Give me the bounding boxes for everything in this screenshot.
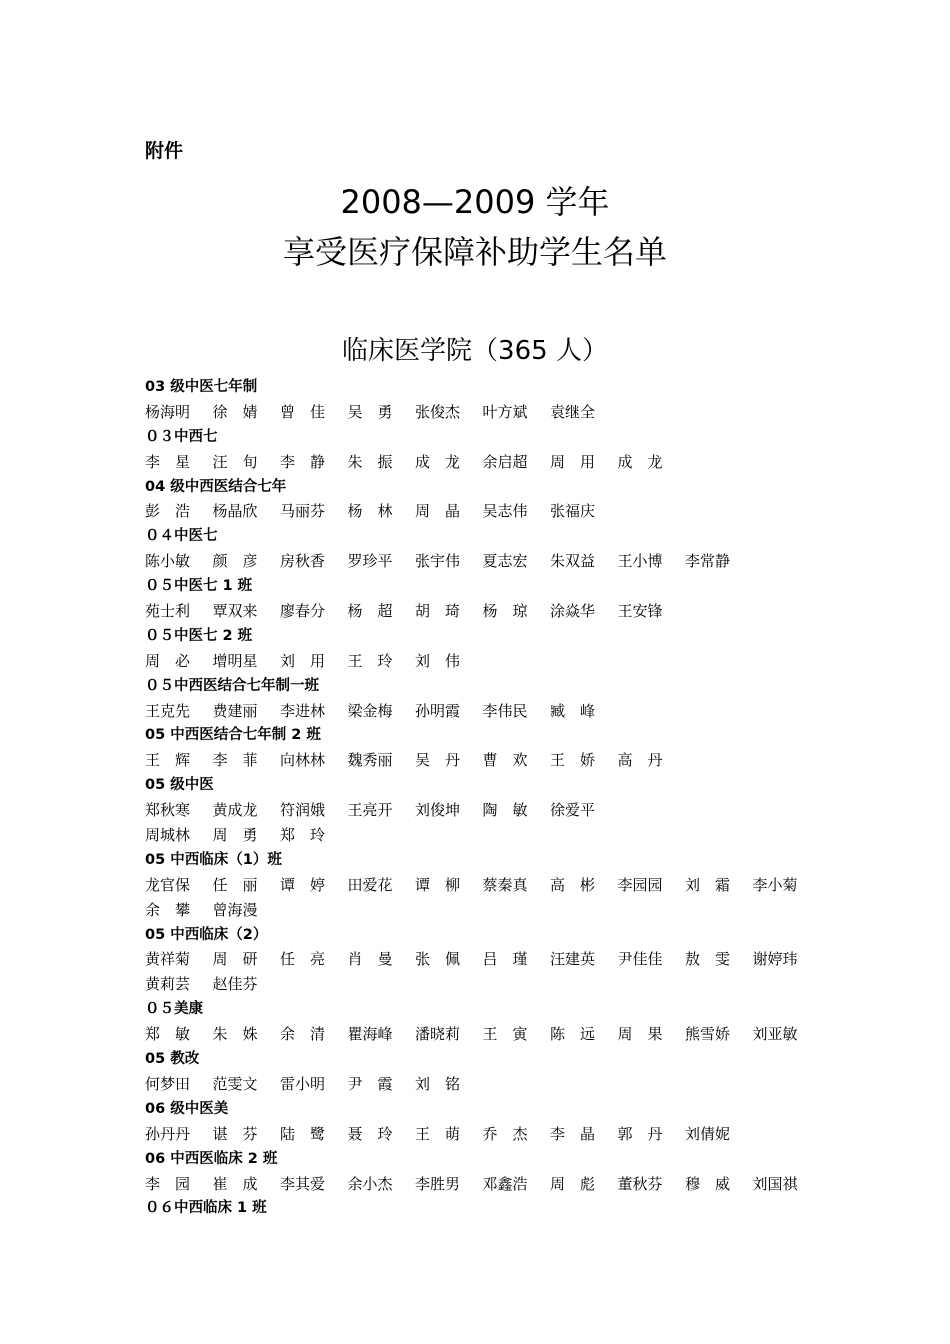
student-name: 尹佳佳 [617,950,663,969]
student-name: 覃双来 [212,602,258,621]
class-heading: 03 级中医七年制 [145,379,258,395]
student-name: 李 晶 [550,1124,596,1143]
student-name: 汪 旬 [212,452,258,471]
student-names-row [145,1172,825,1197]
student-name: 李其爱 [280,1174,326,1193]
student-name: 谭 柳 [415,875,461,894]
student-names-row [145,1072,825,1097]
class-heading: 05 中西临床（2） [145,926,268,943]
student-name: 李 静 [280,452,326,471]
student-name: 谢婷玮 [752,950,798,969]
student-name: 黄成龙 [212,801,258,820]
student-name: 胡 琦 [415,602,461,621]
student-names-row [145,1022,825,1047]
student-name: 马丽芬 [280,502,326,521]
student-name: 刘倩妮 [685,1124,731,1143]
student-name: 周城林 [145,826,191,845]
student-name: 周 必 [145,651,191,670]
student-names-row [145,972,825,997]
student-names-row [145,599,825,624]
student-name: 谌 芬 [212,1124,258,1143]
student-name: 房秋香 [280,552,326,571]
student-name: 张宇伟 [415,552,461,571]
student-name: 曾海漫 [212,900,258,919]
student-name: 王 萌 [415,1124,461,1143]
student-name: 陈小敏 [145,552,191,571]
student-name: 郑秋寒 [145,801,191,820]
class-heading: 06 级中医美 [145,1100,229,1117]
student-names-row [145,898,825,923]
student-name: 杨 琼 [482,602,528,621]
student-name: 吴 勇 [347,402,393,421]
student-name: 肖 曼 [347,950,393,969]
student-name: 李园园 [617,875,663,894]
student-name: 张福庆 [550,502,596,521]
student-name: 周 勇 [212,826,258,845]
student-name: 刘国祺 [752,1174,798,1193]
student-name: 蔡秦真 [482,875,528,894]
student-names-row [145,798,825,823]
student-name: 颜 彦 [212,552,258,571]
student-name: 梁金梅 [347,701,393,720]
student-name: 张 佩 [415,950,461,969]
student-names-row [145,450,825,475]
student-name: 周 彪 [550,1174,596,1193]
class-heading: ０６中西临床 1 班 [145,1200,267,1217]
student-name: 雷小明 [280,1074,326,1093]
class-heading: ０５中医七 1 班 [145,578,253,595]
student-name: 罗珍平 [347,552,393,571]
student-name: 黄莉芸 [145,975,191,994]
student-name: 廖春分 [280,602,326,621]
student-name: 孙丹丹 [145,1124,191,1143]
student-name: 高 丹 [617,751,663,770]
student-name: 王安锋 [617,602,663,621]
student-name: 臧 峰 [550,701,596,720]
student-name: 徐爱平 [550,801,596,820]
student-name: 曹 欢 [482,751,528,770]
student-name: 刘亚敏 [752,1025,798,1044]
class-heading: 05 中西医结合七年制 2 班 [145,727,321,744]
student-name: 聂 玲 [347,1124,393,1143]
student-names-row [145,400,825,425]
document-title: 享受医疗保障补助学生名单 [282,233,667,271]
college-heading: 临床医学院（365 人） [342,336,608,366]
student-name: 龙官保 [145,875,191,894]
student-name: 郑 敏 [145,1025,191,1044]
student-name: 李 园 [145,1174,191,1193]
student-name: 曾 佳 [280,402,326,421]
student-name: 李常静 [685,552,731,571]
student-name: 吕 瑾 [482,950,528,969]
student-name: 黄祥菊 [145,950,191,969]
student-name: 郭 丹 [617,1124,663,1143]
class-heading: ０３中西七 [145,428,218,445]
class-heading: 05 级中医 [145,777,214,794]
student-name: 周 研 [212,950,258,969]
student-names-row [145,748,825,773]
student-name: 范雯文 [212,1074,258,1093]
student-name: 郑 玲 [280,826,326,845]
student-name: 余启超 [482,452,528,471]
student-name: 王小博 [617,552,663,571]
student-name: 朱双益 [550,552,596,571]
student-name: 刘 铭 [415,1074,461,1093]
student-name: 杨 林 [347,502,393,521]
student-names-row [145,947,825,972]
student-name: 赵佳芬 [212,975,258,994]
student-name: 王 寅 [482,1025,528,1044]
student-name: 任 亮 [280,950,326,969]
student-name: 周 果 [617,1025,663,1044]
student-name: 李小菊 [752,875,798,894]
student-name: 孙明霞 [415,701,461,720]
student-name: 张俊杰 [415,402,461,421]
student-name: 朱 振 [347,452,393,471]
class-heading: 05 中西临床（1）班 [145,851,282,868]
student-name: 增明星 [212,651,258,670]
student-name: 周 用 [550,452,596,471]
student-name: 李伟民 [482,701,528,720]
class-heading: ０５美康 [145,1001,203,1018]
student-name: 王 玲 [347,651,393,670]
student-name: 余小杰 [347,1174,393,1193]
student-name: 刘俊坤 [415,801,461,820]
student-names-row [145,1122,825,1147]
class-heading: 04 级中西医结合七年 [145,478,287,495]
attachment-label: 附件 [145,140,184,162]
student-list [145,375,825,1221]
student-name: 敖 雯 [685,950,731,969]
student-name: 刘 伟 [415,651,461,670]
student-name: 潘晓莉 [415,1025,461,1044]
student-name: 王亮开 [347,801,393,820]
student-name: 余 攀 [145,900,191,919]
student-name: 陆 鹭 [280,1124,326,1143]
student-name: 董秋芬 [617,1174,663,1193]
class-heading: ０５中医七 2 班 [145,627,253,644]
student-name: 彭 浩 [145,502,191,521]
class-heading: ０４中医七 [145,528,218,545]
student-name: 瞿海峰 [347,1025,393,1044]
student-name: 吴志伟 [482,502,528,521]
student-name: 叶方斌 [482,402,528,421]
student-name: 刘 霜 [685,875,731,894]
student-name: 乔 杰 [482,1124,528,1143]
student-name: 杨海明 [145,402,191,421]
student-names-row [145,499,825,524]
student-name: 李进林 [280,701,326,720]
student-name: 刘 用 [280,651,326,670]
student-name: 邓鑫浩 [482,1174,528,1193]
student-name: 高 彬 [550,875,596,894]
student-name: 吴 丹 [415,751,461,770]
student-name: 朱 姝 [212,1025,258,1044]
student-names-row [145,823,825,848]
student-name: 徐 婧 [212,402,258,421]
student-name: 熊雪娇 [685,1025,731,1044]
student-name: 何梦田 [145,1074,191,1093]
student-name: 费建丽 [212,701,258,720]
student-name: 成 龙 [617,452,663,471]
student-name: 魏秀丽 [347,751,393,770]
student-name: 涂焱华 [550,602,596,621]
student-name: 崔 成 [212,1174,258,1193]
student-name: 陈 远 [550,1025,596,1044]
student-names-row [145,649,825,674]
student-name: 符润娥 [280,801,326,820]
student-name: 陶 敏 [482,801,528,820]
student-names-row [145,699,825,724]
student-name: 苑士利 [145,602,191,621]
student-name: 王 辉 [145,751,191,770]
student-name: 谭 婷 [280,875,326,894]
student-name: 向林林 [280,751,326,770]
student-name: 李 星 [145,452,191,471]
student-name: 成 龙 [415,452,461,471]
student-name: 尹 霞 [347,1074,393,1093]
class-heading: ０５中西医结合七年制一班 [145,677,319,694]
student-name: 汪建英 [550,950,596,969]
student-name: 周 晶 [415,502,461,521]
student-name: 李胜男 [415,1174,461,1193]
student-names-row [145,549,825,574]
student-name: 穆 威 [685,1174,731,1193]
student-name: 杨晶欣 [212,502,258,521]
student-name: 李 菲 [212,751,258,770]
student-name: 田爱花 [347,875,393,894]
class-heading: 06 中西医临床 2 班 [145,1150,278,1167]
document-title-year: 2008—2009 学年 [340,183,610,221]
student-names-row [145,873,825,898]
student-name: 袁继全 [550,402,596,421]
student-name: 杨 超 [347,602,393,621]
student-name: 任 丽 [212,875,258,894]
student-name: 王 娇 [550,751,596,770]
student-name: 余 清 [280,1025,326,1044]
class-heading: 05 教改 [145,1051,200,1068]
student-name: 王克先 [145,701,191,720]
student-name: 夏志宏 [482,552,528,571]
